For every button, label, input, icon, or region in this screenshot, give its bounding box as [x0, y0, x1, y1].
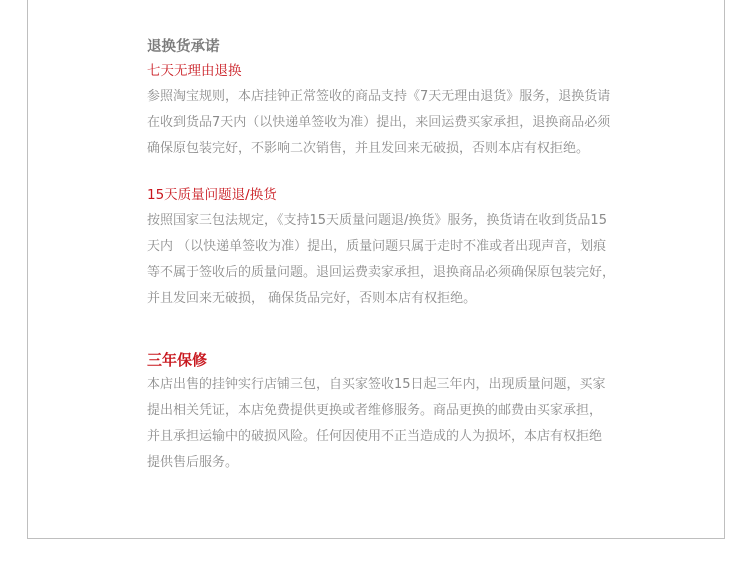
text-line: 在收到货品7天内（以快递单签收为准）提出，来回运费买家承担，退换商品必须 [147, 115, 611, 130]
seven-day-return-text [147, 84, 667, 162]
text-line: 天内 （以快递单签收为准）提出，质量问题只属于走时不准或者出现声音，划痕 [147, 239, 607, 254]
text-line: 参照淘宝规则，本店挂钟正常签收的商品支持《7天无理由退货》服务，退换货请 [147, 89, 611, 104]
warranty-text [147, 372, 667, 476]
warranty-heading: 三年保修 [147, 351, 208, 369]
text-line: 本店出售的挂钟实行店铺三包，自买家签收15日起三年内，出现质量问题，买家 [147, 377, 606, 392]
text-line: 提供售后服务。 [147, 455, 239, 470]
quality-return-heading: 15天质量问题退/换货 [147, 187, 277, 203]
quality-return-text [147, 208, 667, 312]
text-line: 并且发回来无破损， 确保货品完好，否则本店有权拒绝。 [147, 291, 477, 306]
text-line: 提出相关凭证，本店免费提供更换或者维修服务。商品更换的邮费由买家承担， [147, 403, 603, 418]
text-line: 等不属于签收后的质量问题。退回运费卖家承担，退换商品必须确保原包装完好， [147, 265, 616, 280]
text-line: 确保原包装完好，不影响二次销售，并且发回来无破损，否则本店有权拒绝。 [147, 141, 590, 156]
return-policy-title: 退换货承诺 [147, 39, 220, 55]
seven-day-return-heading: 七天无理由退换 [147, 63, 242, 79]
text-line: 并且承担运输中的破损风险。任何因使用不正当造成的人为损坏，本店有权拒绝 [147, 429, 603, 444]
policy-content [147, 36, 667, 476]
text-line: 按照国家三包法规定，《支持15天质量问题退/换货》服务，换货请在收到货品15 [147, 213, 607, 228]
